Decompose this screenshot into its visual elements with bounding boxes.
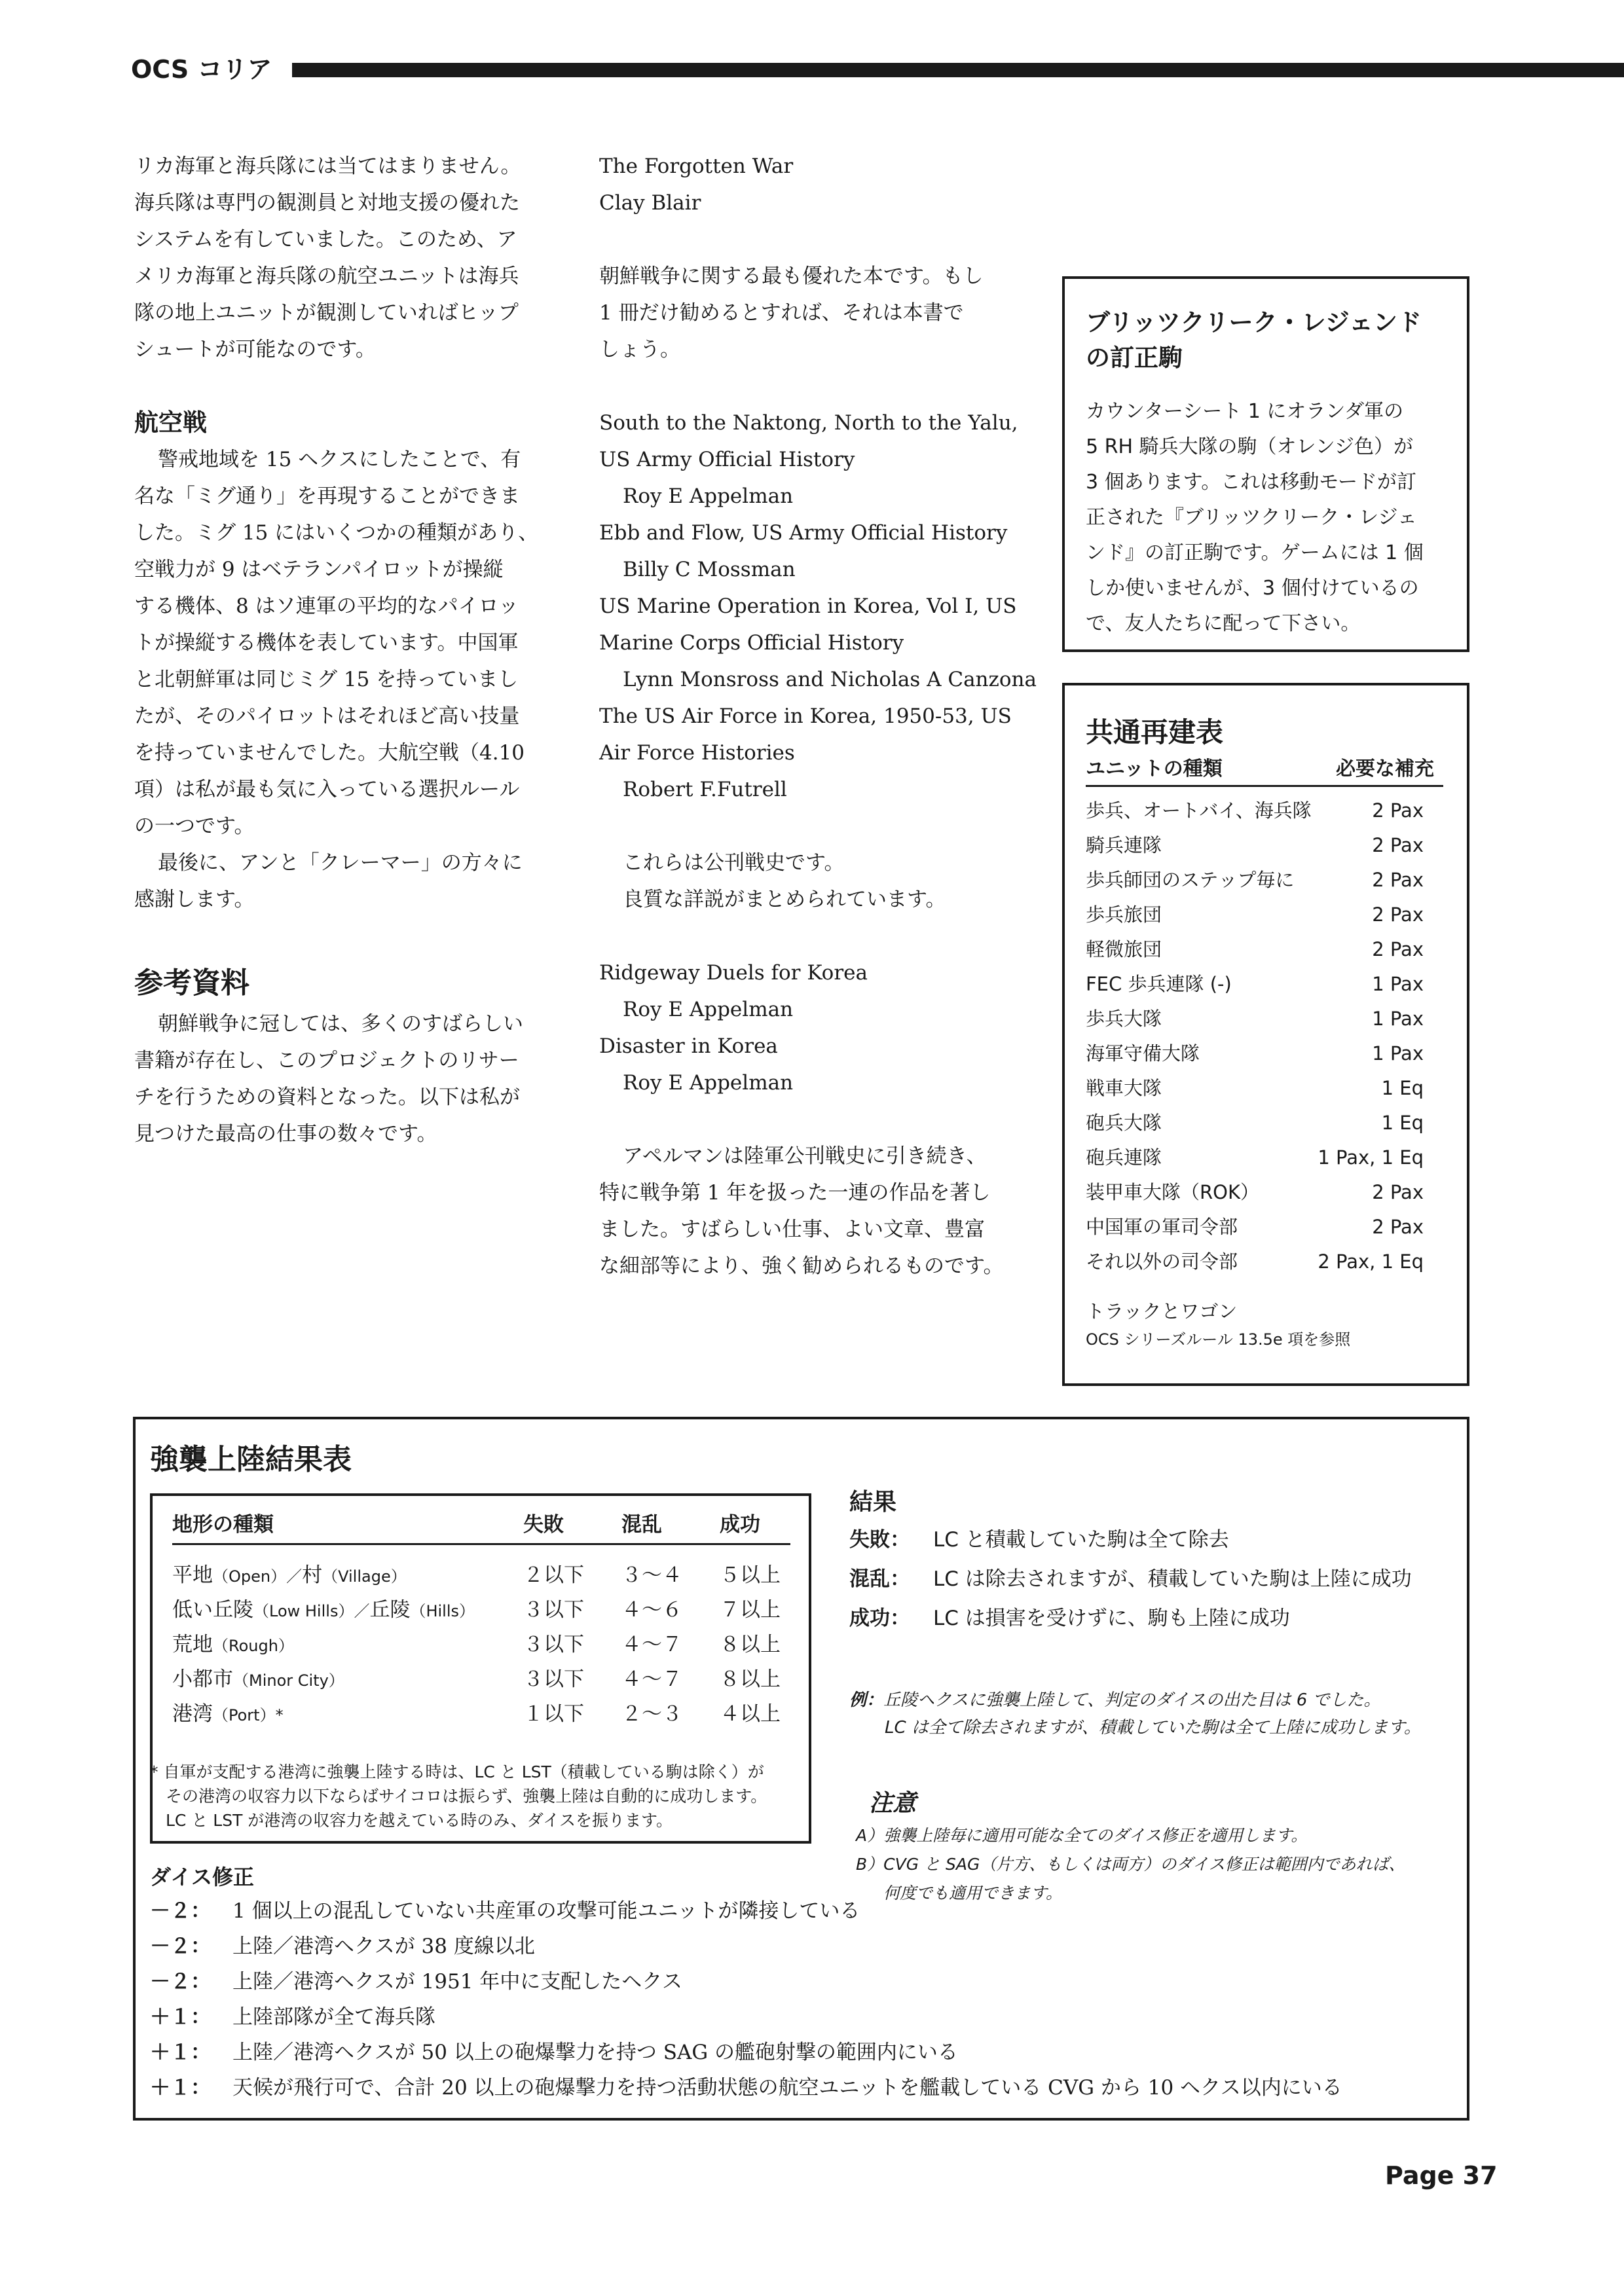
dice-modifier-line: ＋１： 天候が飛行可で、合計 20 以上の砲爆撃力を持つ活動状態の航空ユニットを艦載している CVG から 10 ヘクス以内にいる bbox=[150, 2076, 1342, 2100]
result-line: 成功： LC は損害を受けずに、駒も上陸に成功 bbox=[849, 1607, 1290, 1630]
text-line: 特に戦争第 1 年を扱った一連の作品を著し bbox=[599, 1181, 991, 1205]
text-line: を持っていませんでした。大航空戦（4.10 bbox=[134, 741, 525, 765]
table-row: 歩兵大隊 1 Pax bbox=[1086, 1008, 1424, 1030]
text-line: チを行うための資料となった。以下は私が bbox=[134, 1085, 520, 1109]
running-header-title: OCS コリア bbox=[131, 55, 272, 84]
errata-box bbox=[1062, 276, 1469, 652]
results-title: 結果 bbox=[849, 1489, 897, 1516]
book-author: Lynn Monsross and Nicholas A Canzona bbox=[623, 668, 1037, 691]
table-row: 歩兵旅団 2 Pax bbox=[1086, 903, 1424, 926]
book-title: South to the Naktong, North to the Yalu, bbox=[599, 411, 1018, 435]
col-header-success: 成功 bbox=[720, 1513, 760, 1537]
dice-modifier-line: －２： 1 個以上の混乱していない共産軍の攻撃可能ユニットが隣接している bbox=[150, 1899, 860, 1923]
book-title: Air Force Histories bbox=[599, 741, 795, 765]
table-row: 歩兵師団のステップ毎に 2 Pax bbox=[1086, 869, 1424, 891]
example-block: 例：丘陵ヘクスに強襲上陸して、判定のダイスの出た目は 6 でした。 LC は全て除去されますが、積載していた駒は全て上陸に成功します。 bbox=[849, 1690, 1421, 1738]
text-line: 隊の地上ユニットが観測していればヒップ bbox=[134, 301, 519, 325]
assault-table-title: 強襲上陸結果表 bbox=[150, 1443, 352, 1476]
table-row: 装甲車大隊（ROK） 2 Pax bbox=[1086, 1181, 1424, 1203]
text-line: 朝鮮戦争に冠しては、多くのすばらしい bbox=[158, 1012, 523, 1036]
errata-text: 3 個あります。これは移動モードが訂 bbox=[1086, 471, 1417, 494]
text-line: トが操縦する機体を表しています。中国軍 bbox=[134, 631, 519, 655]
errata-text: ンド』の訂正駒です。ゲームには 1 個 bbox=[1086, 541, 1424, 564]
text-line: した。ミグ 15 にはいくつかの種類があり、 bbox=[134, 521, 539, 545]
text-line: アペルマンは陸軍公刊戦史に引き続き、 bbox=[623, 1144, 987, 1168]
assault-landing-box bbox=[133, 1417, 1469, 2121]
errata-text: で、友人たちに配って下さい。 bbox=[1086, 612, 1361, 635]
book-author: Roy E Appelman bbox=[623, 484, 794, 508]
table-row: 歩兵、オートバイ、海兵隊 2 Pax bbox=[1086, 799, 1424, 822]
header-rule bbox=[292, 63, 1624, 77]
terrain-table-header bbox=[172, 1506, 790, 1545]
table-row: FEC 歩兵連隊 (-) 1 Pax bbox=[1086, 973, 1424, 995]
text-line: 最後に、アンと「クレーマー」の方々に bbox=[158, 851, 523, 875]
text-line: 朝鮮戦争に関する最も優れた本です。もし bbox=[599, 264, 984, 288]
dice-modifier-line: －２： 上陸／港湾ヘクスが 38 度線以北 bbox=[150, 1935, 535, 1958]
book-title: US Army Official History bbox=[599, 448, 855, 471]
book-title: US Marine Operation in Korea, Vol I, US bbox=[599, 594, 1017, 618]
dice-modifier-line: ＋１： 上陸／港湾ヘクスが 50 以上の砲爆撃力を持つ SAG の艦砲射撃の範囲内にいる bbox=[150, 2041, 958, 2064]
dice-modifiers-title: ダイス修正 bbox=[150, 1865, 255, 1889]
result-line: 混乱： LC は除去されますが、積載していた駒は上陸に成功 bbox=[849, 1567, 1412, 1591]
results-block bbox=[849, 1485, 1412, 1638]
caution-title: 注意 bbox=[869, 1790, 917, 1817]
text-line: シュートが可能なのです。 bbox=[134, 338, 376, 361]
table-row: 騎兵連隊 2 Pax bbox=[1086, 834, 1424, 856]
text-line: ました。すばらしい仕事、よい文章、豊富 bbox=[599, 1218, 985, 1241]
text-line: システムを有していました。このため、ア bbox=[134, 228, 517, 251]
text-line: 項）は私が最も気に入っている選択ルール bbox=[134, 778, 520, 801]
col-header-disrupt: 混乱 bbox=[621, 1513, 662, 1537]
book-author: Roy E Appelman bbox=[623, 1071, 794, 1095]
example-label: 例： bbox=[849, 1690, 884, 1710]
caution-block: 注意 A）強襲上陸毎に適用可能な全てのダイス修正を適用します。 B）CVG と SAG（片方、もしくは両方）のダイス修正は範囲内であれば、 何度でも適用できます。 bbox=[869, 1786, 1405, 1908]
col-header-fail: 失敗 bbox=[523, 1513, 564, 1537]
table-row: 低い丘陵（Low Hills）／丘陵（Hills） ３以下 ４～６ ７以上 bbox=[172, 1598, 781, 1622]
table-row: 平地（Open）／村（Village） ２以下 ３～４ ５以上 bbox=[172, 1563, 781, 1587]
text-line: と北朝鮮軍は同じミグ 15 を持っていまし bbox=[134, 668, 519, 691]
section-heading-air: 航空戦 bbox=[134, 409, 207, 437]
errata-text: 正された『ブリッツクリーク・レジェ bbox=[1086, 506, 1417, 529]
table-row: 中国軍の軍司令部 2 Pax bbox=[1086, 1216, 1424, 1238]
text-line: しょう。 bbox=[599, 338, 680, 361]
errata-text: しか使いませんが、3 個付けているの bbox=[1086, 577, 1419, 600]
book-title: The Forgotten War bbox=[599, 155, 794, 178]
table-row: 荒地（Rough） ３以下 ４～７ ８以上 bbox=[172, 1633, 781, 1656]
text-line: 1 冊だけ勧めるとすれば、それは本書で bbox=[599, 301, 964, 325]
dice-modifier-line: ＋１： 上陸部隊が全て海兵隊 bbox=[150, 2005, 435, 2029]
result-line: 失敗： LC と積載していた駒は全て除去 bbox=[849, 1528, 1229, 1552]
book-title: Marine Corps Official History bbox=[599, 631, 904, 655]
book-author: Clay Blair bbox=[599, 191, 701, 215]
book-title: The US Air Force in Korea, 1950-53, US bbox=[599, 704, 1012, 728]
left-column bbox=[134, 148, 540, 1152]
text-line: な細部等により、強く勧められるものです。 bbox=[599, 1254, 1004, 1278]
table-row: 海軍守備大隊 1 Pax bbox=[1086, 1042, 1424, 1065]
text-line: これらは公刊戦史です。 bbox=[623, 851, 845, 875]
text-line: 良質な詳説がまとめられています。 bbox=[623, 888, 946, 911]
text-line: 海兵隊は専門の観測員と対地支援の優れた bbox=[134, 191, 520, 215]
text-line: 書籍が存在し、このプロジェクトのリサー bbox=[134, 1049, 519, 1072]
errata-text: カウンターシート 1 にオランダ軍の bbox=[1086, 400, 1404, 423]
table-row: 戦車大隊 1 Eq bbox=[1086, 1077, 1424, 1099]
middle-column bbox=[599, 148, 1037, 1285]
table-row: 軽微旅団 2 Pax bbox=[1086, 938, 1424, 960]
errata-text: 5 RH 騎兵大隊の駒（オレンジ色）が bbox=[1086, 435, 1414, 458]
col-header-unit: ユニットの種類 bbox=[1086, 757, 1223, 780]
text-line: 感謝します。 bbox=[134, 888, 255, 911]
book-title: Ridgeway Duels for Korea bbox=[599, 961, 868, 985]
dice-modifier-line: －２： 上陸／港湾ヘクスが 1951 年中に支配したヘクス bbox=[150, 1970, 682, 1994]
dice-modifiers bbox=[150, 1861, 1342, 2105]
text-line: メリカ海軍と海兵隊の航空ユニットは海兵 bbox=[134, 264, 519, 288]
errata-title: ブリッツクリーク・レジェンド bbox=[1086, 308, 1422, 337]
rebuild-table-header bbox=[1086, 754, 1443, 787]
errata-title: の訂正駒 bbox=[1086, 344, 1183, 372]
text-line: たが、そのパイロットはそれほど高い技量 bbox=[134, 704, 520, 728]
port-footnote: * 自軍が支配する港湾に強襲上陸する時は、LC と LST（積載している駒は除く）が その港湾の収容力以下ならばサイコロは振らず、強襲上陸は自動的に成功します。 LC と LST が港湾の収容力を越えている時のみ、ダイスを振ります。 bbox=[150, 1762, 767, 1830]
section-heading-references: 参考資料 bbox=[134, 966, 249, 1000]
rebuild-table-box bbox=[1062, 683, 1469, 1386]
page-number: Page 37 bbox=[1385, 2161, 1498, 2190]
book-author: Billy C Mossman bbox=[623, 558, 796, 581]
text-line: リカ海軍と海兵隊には当てはまりません。 bbox=[134, 155, 521, 178]
text-line: の一つです。 bbox=[134, 814, 255, 838]
table-row: 砲兵大隊 1 Eq bbox=[1086, 1112, 1424, 1134]
col-header-cost: 必要な補充 bbox=[1336, 757, 1434, 780]
book-title: Ebb and Flow, US Army Official History bbox=[599, 521, 1008, 545]
col-header-terrain: 地形の種類 bbox=[172, 1513, 274, 1537]
trucks-label: トラックとワゴン bbox=[1086, 1300, 1238, 1322]
text-line: する機体、8 はソ連軍の平均的なパイロッ bbox=[134, 594, 519, 618]
book-author: Robert F.Futrell bbox=[623, 778, 787, 801]
table-row: 小都市（Minor City） ３以下 ４～７ ８以上 bbox=[172, 1667, 781, 1691]
table-row: 港湾（Port）* １以下 ２～３ ４以上 bbox=[172, 1702, 781, 1726]
book-title: Disaster in Korea bbox=[599, 1034, 778, 1058]
table-row: それ以外の司令部 2 Pax, 1 Eq bbox=[1086, 1250, 1424, 1273]
text-line: 空戦力が 9 はベテランパイロットが操縦 bbox=[134, 558, 504, 581]
text-line: 名な「ミグ通り」を再現することができま bbox=[134, 484, 520, 508]
trucks-note: OCS シリーズルール 13.5e 項を参照 bbox=[1086, 1330, 1351, 1349]
rebuild-table-title: 共通再建表 bbox=[1086, 716, 1224, 748]
text-line: 警戒地域を 15 ヘクスにしたことで、有 bbox=[158, 448, 521, 471]
text-line: 見つけた最高の仕事の数々です。 bbox=[134, 1122, 437, 1146]
book-author: Roy E Appelman bbox=[623, 998, 794, 1021]
table-row: 砲兵連隊 1 Pax, 1 Eq bbox=[1086, 1146, 1424, 1169]
